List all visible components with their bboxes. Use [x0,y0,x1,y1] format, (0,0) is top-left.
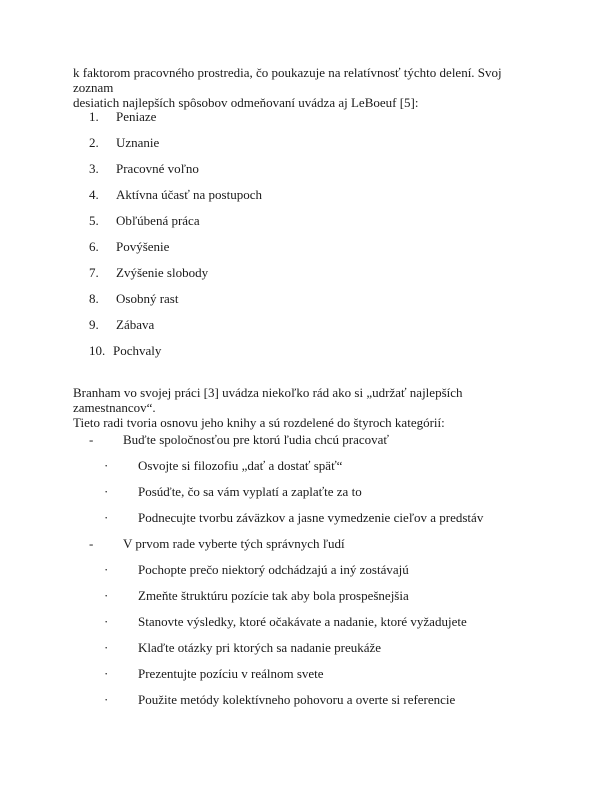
list-item-text: Osobný rast [116,291,179,306]
intro-paragraph [73,65,543,110]
list-item-number: 1. [89,109,99,124]
list-item [89,266,208,280]
list-item [89,162,199,176]
list-item-text: Obľúbená práca [116,213,200,228]
outline-item-text: Zmeňte štruktúru pozície tak aby bola prospešnejšia [138,588,409,603]
list-item-number: 5. [89,213,99,228]
dash-marker: - [89,432,94,447]
list-item-text: Povýšenie [116,239,170,254]
list-item-text: Pochvaly [113,343,162,358]
list-item-text: Peniaze [116,109,157,124]
list-item-number: 4. [89,187,99,202]
outline-item [104,563,409,577]
list-item-number: 9. [89,317,99,332]
intro-line-1: k faktorom pracovného prostredia, čo poukazuje na relatívnosť týchto delení. Svoj zoznam [73,65,502,95]
bullet-marker: · [104,666,109,681]
list-item-number: 10. [89,343,106,358]
outline-item-text: Pochopte prečo niektorý odchádzajú a iný zostávajú [138,562,409,577]
section-heading-text: V prvom rade vyberte tých správnych ľudí [123,536,345,551]
outline-item [104,693,455,707]
outline-item [104,511,483,525]
list-item-number: 2. [89,135,99,150]
bullet-marker: · [104,588,109,603]
outline-item [104,615,467,629]
list-item-text: Zábava [116,317,155,332]
dash-marker: - [89,536,94,551]
list-item-text: Uznanie [116,135,160,150]
bullet-marker: · [104,510,109,525]
list-item-text: Pracovné voľno [116,161,199,176]
bullet-marker: · [104,562,109,577]
list-item-number: 7. [89,265,99,280]
list-item [89,136,159,150]
branham-paragraph [73,385,543,430]
bullet-marker: · [104,692,109,707]
branham-line-1: Branham vo svojej práci [3] uvádza niekoľko rád ako si „udržať najlepších zamestnancov“. [73,385,463,415]
outline-section-heading [89,537,345,551]
outline-item [104,589,409,603]
list-item [89,292,178,306]
outline-item [104,641,381,655]
list-item-number: 3. [89,161,99,176]
list-item-text: Aktívna účasť na postupoch [116,187,262,202]
bullet-marker: · [104,640,109,655]
outline-item [104,667,324,681]
outline-item [104,485,362,499]
outline-item-text: Posúďte, čo sa vám vyplatí a zaplaťte za to [138,484,362,499]
list-item-text: Zvýšenie slobody [116,265,209,280]
outline-item-text: Klaďte otázky pri ktorých sa nadanie preukáže [138,640,382,655]
outline-item [104,459,342,473]
list-item [89,188,262,202]
branham-line-2: Tieto radi tvoria osnovu jeho knihy a sú rozdelené do štyroch kategórií: [73,415,445,430]
outline-item-text: Podnecujte tvorbu záväzkov a jasne vymedzenie cieľov a predstáv [138,510,484,525]
bullet-marker: · [104,484,109,499]
outline-item-text: Použite metódy kolektívneho pohovoru a overte si referencie [138,692,456,707]
intro-line-2: desiatich najlepších spôsobov odmeňovaní uvádza aj LeBoeuf [5]: [73,95,419,110]
section-heading-text: Buďte spoločnosťou pre ktorú ľudia chcú pracovať [123,432,389,447]
outline-item-text: Stanovte výsledky, ktoré očakávate a nadanie, ktoré vyžadujete [138,614,467,629]
list-item [89,240,169,254]
outline-item-text: Osvojte si filozofiu „dať a dostať späť“ [138,458,343,473]
list-item [89,110,156,124]
outline-item-text: Prezentujte pozíciu v reálnom svete [138,666,324,681]
bullet-marker: · [104,614,109,629]
list-item-number: 6. [89,239,99,254]
bullet-marker: · [104,458,109,473]
list-item [89,318,154,332]
list-item-number: 8. [89,291,99,306]
outline-section-heading [89,433,389,447]
list-item [89,344,161,358]
list-item [89,214,200,228]
